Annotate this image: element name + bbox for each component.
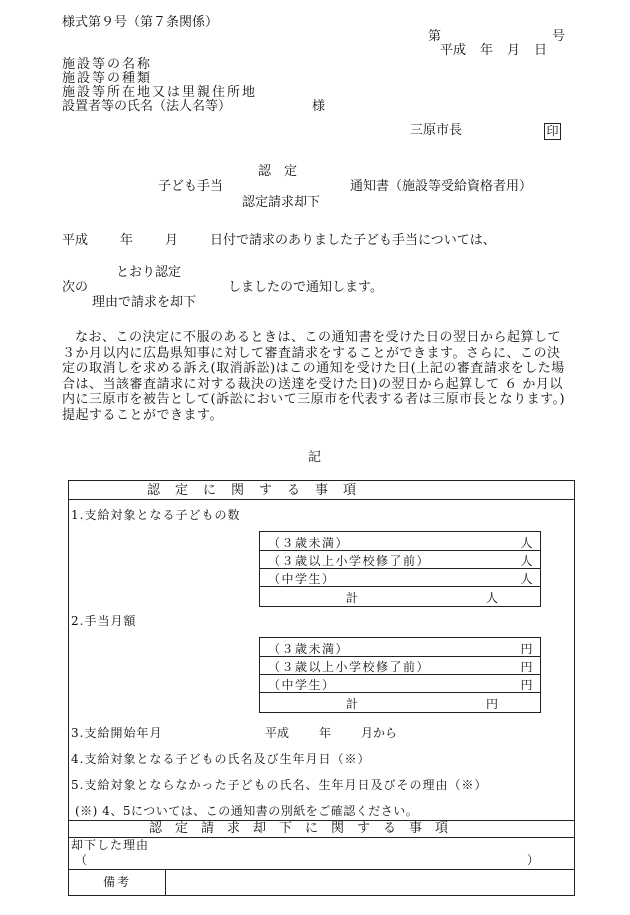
appeal-text: なお、この決定に不服のあるときは、この通知書を受けた日の翌日から起算して３か月以内に広島県知事に対して審査請求をすることができます。さらに、この決定の取消しを求める訴え(取消訴訟)はこの通知を受けた日(上記の審査請求をした場合は、当該審査請求に対する裁決の送達を受けた日)の翌日から起算して ６ か月以内に三原市を被告として(訴訟において三原市を代表する者は三原市長となります。)提起することができます。 [62,330,566,423]
reason-open-paren: （ [75,853,88,867]
amount-total-label: 計 [346,697,360,711]
title-option-kyakka: 認定請求却下 [242,195,321,210]
notice-option1: とおり認定 [116,265,182,280]
count-total-label: 計 [346,591,360,605]
title-option-nintei: 認 定 [258,164,298,179]
date-era: 平成 [440,43,467,58]
reason-close-paren: ） [527,853,540,867]
remarks-label: 備考 [103,875,132,889]
amount-row-junior-label: （中学生） [268,678,336,692]
count-divider-3 [260,586,540,587]
title-suffix: 通知書（施設等受給資格者用） [350,179,533,194]
intro-era: 平成 [62,233,89,248]
children-count-table [259,531,541,607]
remarks-column-divider [165,869,166,895]
sender-name: 三原市長 [410,123,463,138]
item4-label: 4.支給対象となる子どもの氏名及び生年月日（※） [71,752,371,766]
details-table [68,480,575,896]
reason-label: 却下した理由 [71,838,150,852]
founder-name-label: 設置者等の氏名（法人名等） [62,99,232,114]
amount-divider-2 [260,674,540,675]
item3-year: 年 [319,726,332,740]
item1-label: 1.支給対象となる子どもの数 [71,508,241,522]
date-line [440,44,547,57]
title-prefix: 子ども手当 [158,179,224,194]
remarks-divider [69,869,574,870]
item2-label: 2.手当月額 [71,614,137,628]
facility-type-label: 施設等の種類 [62,71,153,86]
count-row-under3-label: （３歳未満） [268,536,350,550]
facility-address-label: 施設等所在地又は里親住所地 [62,85,258,100]
count-row-junior-label: （中学生） [268,572,336,586]
amount-row-3to12-unit: 円 [520,660,534,674]
count-row-3to12-unit: 人 [520,554,534,568]
item-note: (※) 4、5については、この通知書の別紙をご確認ください。 [75,804,419,818]
amount-divider-1 [260,656,540,657]
amount-total-unit: 円 [486,697,500,711]
intro-line [62,234,496,247]
nintei-header: 認 定 に 関 す る 事 項 [147,483,358,498]
monthly-amount-table [259,637,541,713]
notice-lead: 次の [62,280,89,295]
doc-no-dai: 第 [428,29,442,44]
date-day: 日 [534,43,548,58]
notice-tail: しましたので通知します。 [228,280,383,295]
date-month: 月 [507,43,521,58]
intro-year: 年 [120,233,134,248]
seal [544,123,561,140]
doc-no-go: 号 [552,29,566,44]
notice-option2: 理由で請求を却下 [92,295,197,310]
item3-era: 平成 [265,726,290,740]
intro-month: 月 [165,233,179,248]
item3-label: 3.支給開始年月 [71,726,163,740]
form-number: 様式第９号（第７条関係） [62,15,219,30]
amount-row-junior-unit: 円 [520,678,534,692]
count-row-junior-unit: 人 [520,572,534,586]
count-divider-2 [260,568,540,569]
date-year: 年 [480,43,494,58]
seal-mark: 印 [544,123,561,140]
amount-row-under3-label: （３歳未満） [268,642,350,656]
item3-month: 月から [361,726,398,740]
count-row-under3-unit: 人 [520,536,534,550]
kyakka-header: 認 定 請 求 却 下 に 関 す る 事 項 [149,821,449,836]
item5-label: 5.支給対象とならなかった子どもの氏名、生年月日及びその理由（※） [71,778,488,792]
ki-mark: 記 [308,450,322,465]
count-row-3to12-label: （３歳以上小学校修了前） [268,554,431,568]
count-total-unit: 人 [486,591,500,605]
item3-date [265,727,397,739]
intro-rest: 日付で請求のありました子ども手当については、 [210,233,496,248]
amount-row-under3-unit: 円 [520,642,534,656]
count-divider-1 [260,550,540,551]
header-divider [69,499,574,500]
facility-name-label: 施設等の名称 [62,57,153,72]
honorific: 様 [312,99,326,114]
amount-divider-3 [260,692,540,693]
amount-row-3to12-label: （３歳以上小学校修了前） [268,660,431,674]
